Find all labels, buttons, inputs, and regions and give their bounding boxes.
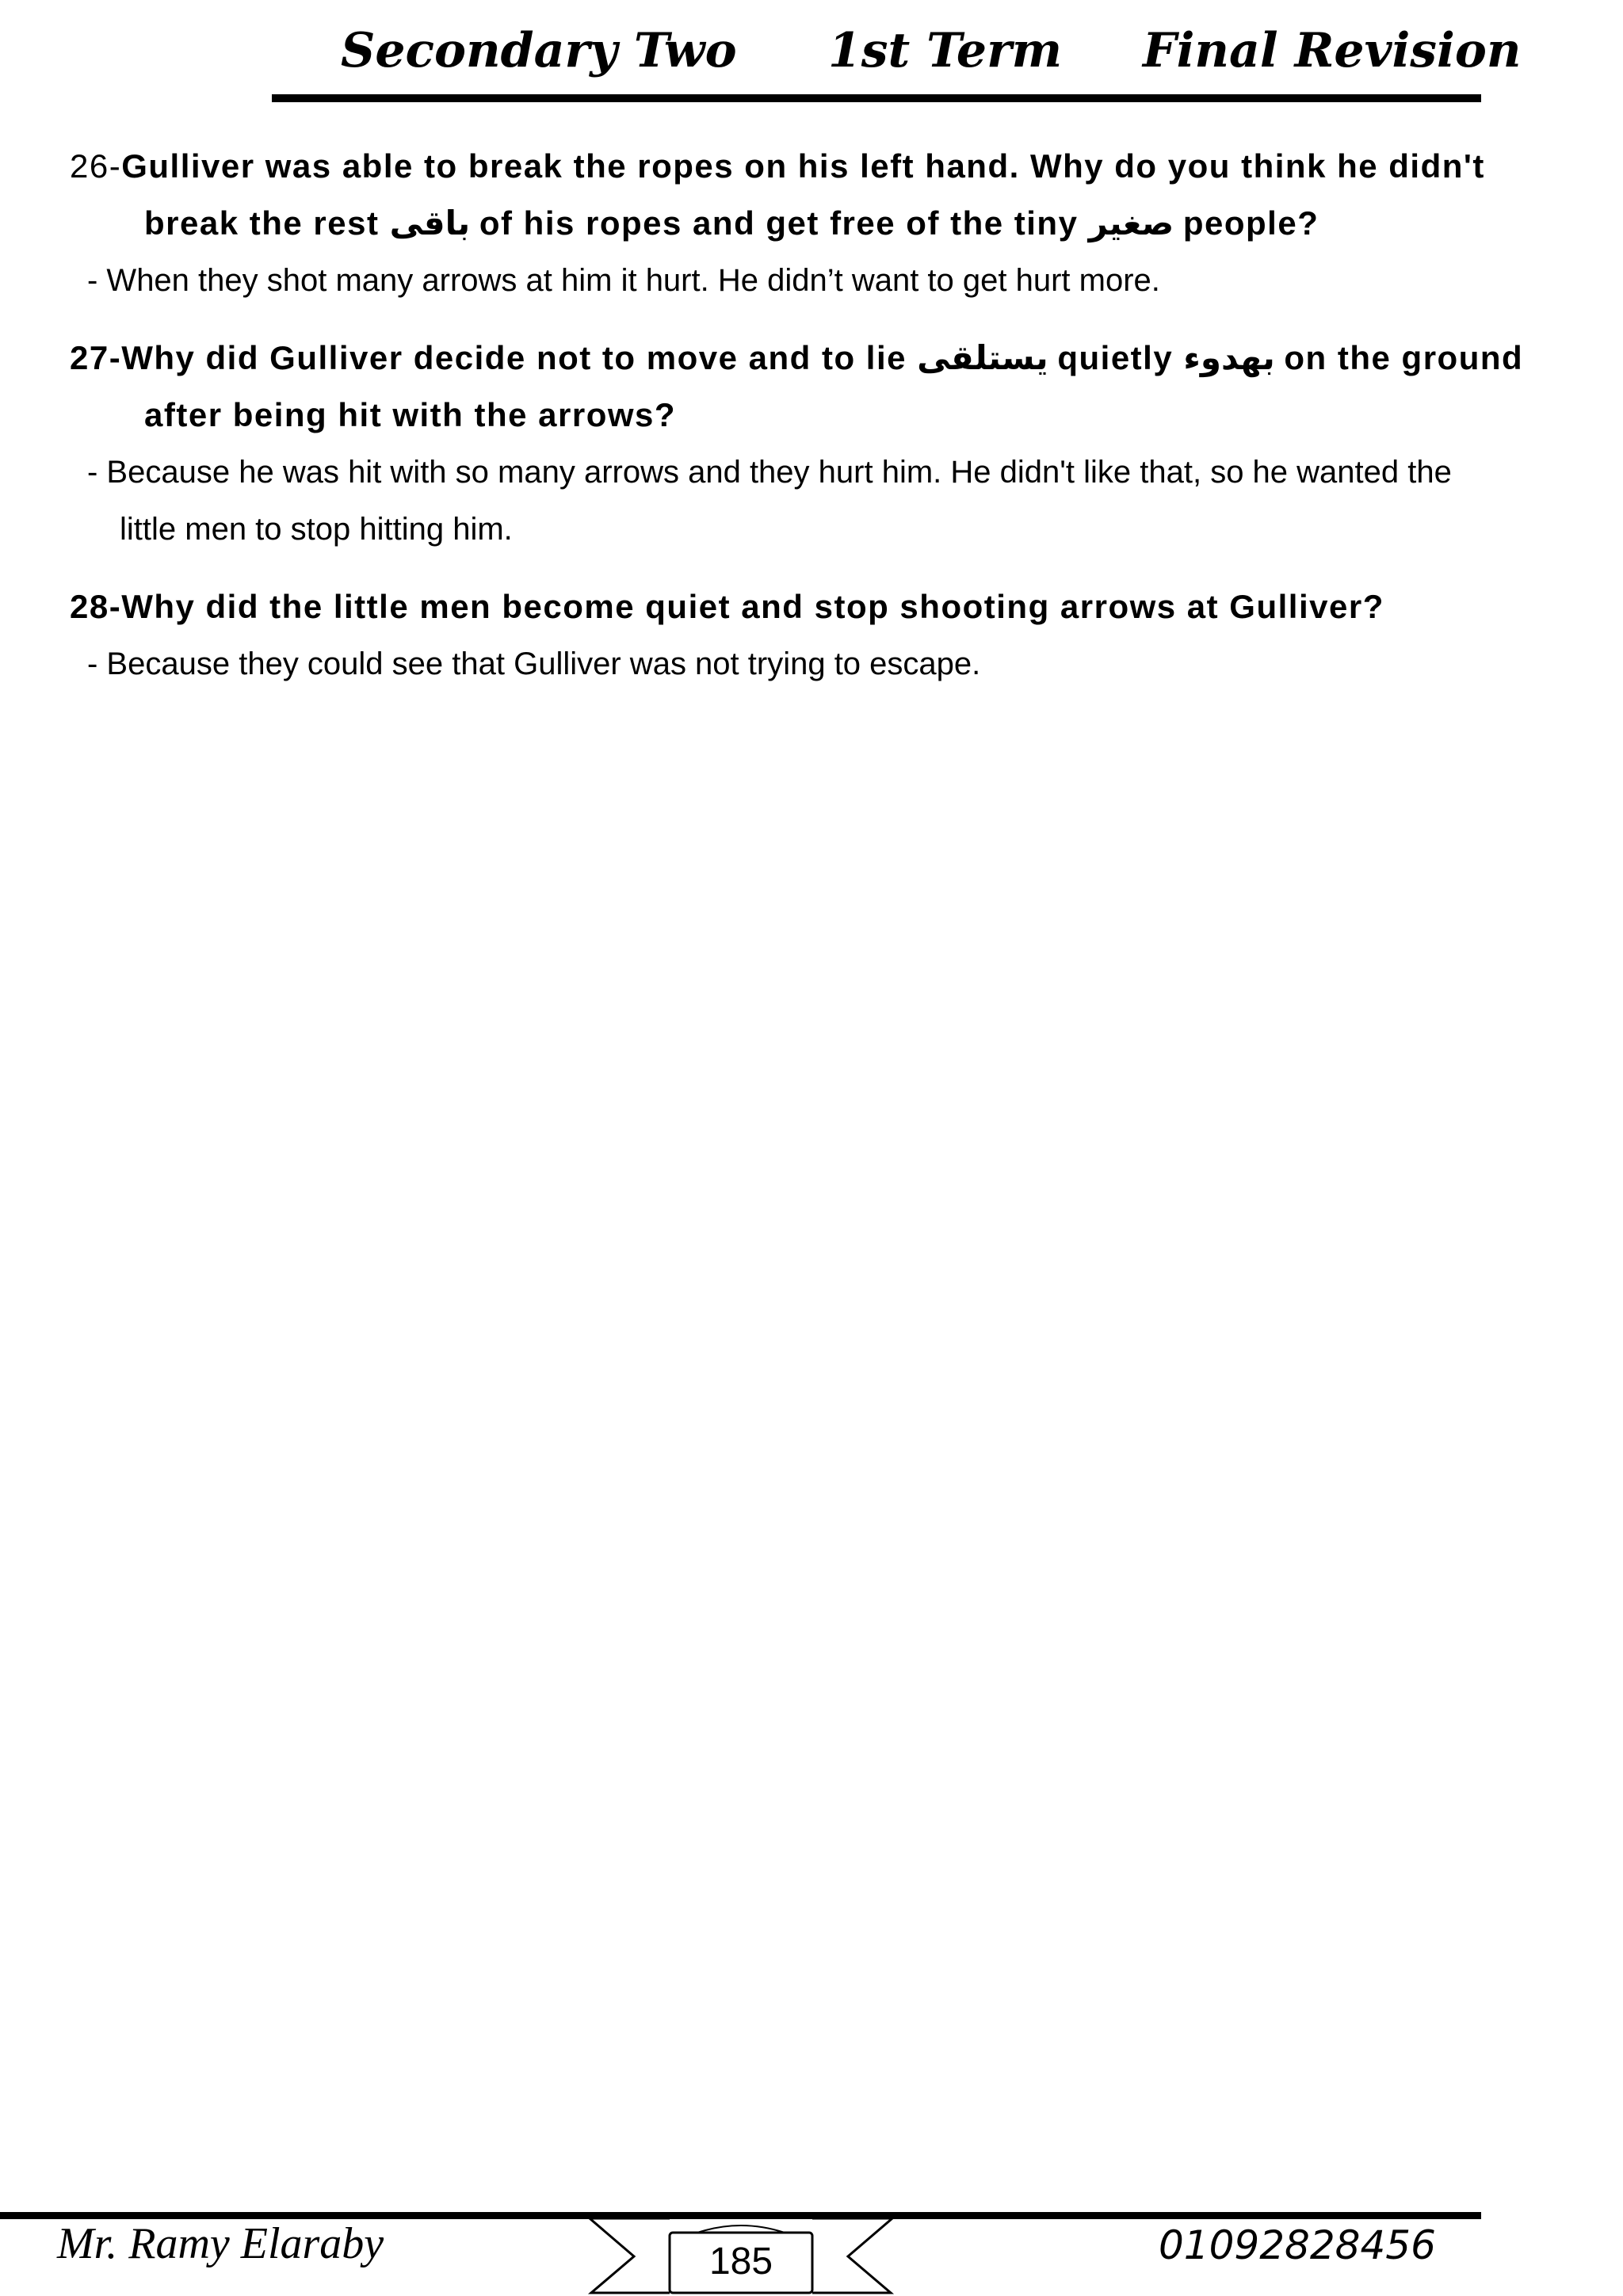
question-27-line-2: after being hit with the arrows? xyxy=(144,396,677,433)
answer-27-line-1: - Because he was hit with so many arrows and they hurt him. He didn't like that, so he wanted the xyxy=(87,455,1452,490)
question-27-line-1 xyxy=(70,334,1523,382)
question-26-text-1: Gulliver was able to break the ropes on his left hand. Why do you think he didn't xyxy=(121,147,1485,185)
answer-27-line-2: little men to stop hitting him. xyxy=(120,512,513,547)
question-27-text-1b: quietly xyxy=(1048,339,1184,376)
question-26-line-2 xyxy=(144,200,1319,247)
arabic-gloss-rest: باقى xyxy=(389,204,471,242)
footer-phone-number: 01092828456 xyxy=(1159,2222,1436,2268)
arabic-gloss-quietly: بهدوء xyxy=(1183,338,1275,377)
question-26-text-2c: people? xyxy=(1174,204,1319,242)
arabic-gloss-tiny: صغير xyxy=(1088,204,1174,242)
question-26-text-2a: break the rest xyxy=(144,204,390,242)
question-27-text-1a: 27-Why did Gulliver decide not to move and to lie xyxy=(70,339,918,376)
answer-26: - When they shot many arrows at him it hurt. He didn’t want to get hurt more. xyxy=(87,263,1160,298)
footer-author-name: Mr. Ramy Elaraby xyxy=(57,2219,384,2268)
question-26-line-1 xyxy=(70,143,1485,190)
answer-28: - Because they could see that Gulliver was not trying to escape. xyxy=(87,646,981,681)
question-27-text-1c: on the ground xyxy=(1274,339,1524,376)
header-title: Final Revision xyxy=(1143,23,1522,78)
question-26-number: 26- xyxy=(70,147,122,185)
header-subject: Secondary Two xyxy=(341,23,737,78)
header-term: 1st Term xyxy=(828,23,1063,78)
question-28-line-1: 28-Why did the little men become quiet and stop shooting arrows at Gulliver? xyxy=(70,588,1384,625)
page-number: 185 xyxy=(708,2241,773,2283)
arabic-gloss-lie: يستلقى xyxy=(917,338,1048,377)
header-divider xyxy=(272,94,1481,102)
question-26-text-2b: of his ropes and get free of the tiny xyxy=(470,204,1089,242)
